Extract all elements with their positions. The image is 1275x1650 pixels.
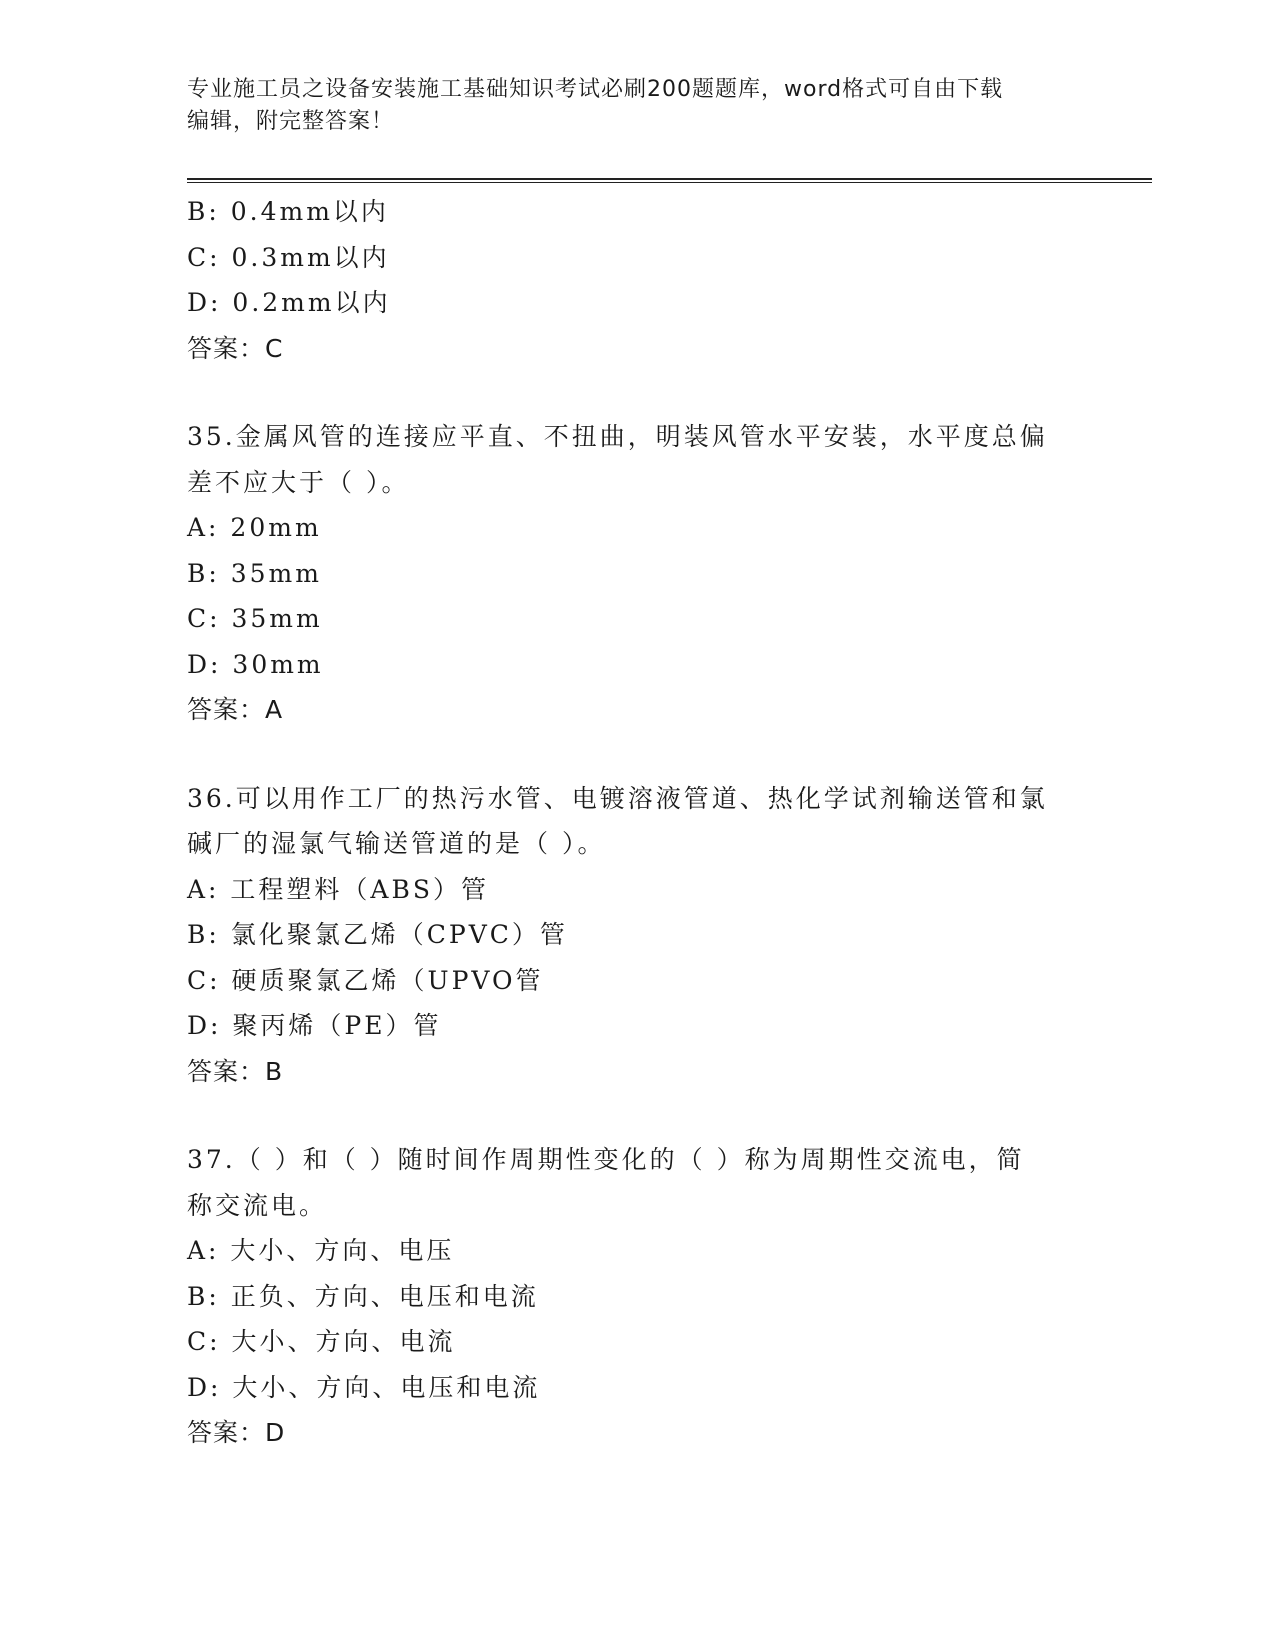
question-35 (187, 414, 1087, 733)
spacer (187, 371, 1087, 414)
option-a: A: 20mm (187, 513, 322, 542)
question-text-line-2: 称交流电。 (187, 1190, 328, 1220)
question-36 (187, 776, 1087, 1095)
option-b: B: 35mm (187, 558, 322, 588)
option-c: C: 大小、方向、电流 (187, 1327, 456, 1356)
header-line-2: 编辑，附完整答案！ (187, 109, 395, 134)
question-37 (187, 1137, 1087, 1456)
question-34-tail (187, 189, 1087, 371)
option-d: D: 聚丙烯（PE）管 (187, 1011, 442, 1040)
answer: 答案：B (187, 1056, 284, 1086)
question-text-line-1: 37.（ ）和（ ）随时间作周期性变化的（ ）称为周期性交流电，简 (187, 1145, 1025, 1174)
option-a: A: 工程塑料（ABS）管 (187, 874, 489, 904)
option-c: C: 35mm (187, 604, 323, 633)
option-d: D: 大小、方向、电压和电流 (187, 1372, 541, 1402)
answer: 答案：C (187, 333, 284, 363)
question-text-line-1: 35.金属风管的连接应平直、不扭曲，明装风管水平安装，水平度总偏 (187, 422, 1048, 451)
header-divider (187, 178, 1152, 183)
question-text-line-2: 碱厂的湿氯气输送管道的是（ ）。 (187, 829, 606, 858)
question-text-line-2: 差不应大于（ ）。 (187, 467, 410, 497)
answer: 答案：D (187, 1418, 286, 1447)
document-header (187, 74, 1067, 138)
spacer (187, 1094, 1087, 1137)
option-c: C: 硬质聚氯乙烯（UPVO管 (187, 965, 544, 995)
header-line-1: 专业施工员之设备安装施工基础知识考试必刷200题题库，word格式可自由下载 (187, 77, 1004, 102)
option-d: D: 30mm (187, 649, 324, 679)
option-b: B: 0.4mm以内 (187, 197, 389, 226)
spacer (187, 733, 1087, 776)
option-a: A: 大小、方向、电压 (187, 1236, 455, 1265)
option-b: B: 正负、方向、电压和电流 (187, 1281, 539, 1311)
option-d: D: 0.2mm以内 (187, 288, 391, 317)
question-text-line-1: 36.可以用作工厂的热污水管、电镀溶液管道、热化学试剂输送管和氯 (187, 783, 1048, 813)
document-body (187, 189, 1087, 1456)
option-b: B: 氯化聚氯乙烯（CPVC）管 (187, 920, 568, 949)
option-c: C: 0.3mm以内 (187, 242, 390, 272)
answer: 答案：A (187, 695, 284, 724)
